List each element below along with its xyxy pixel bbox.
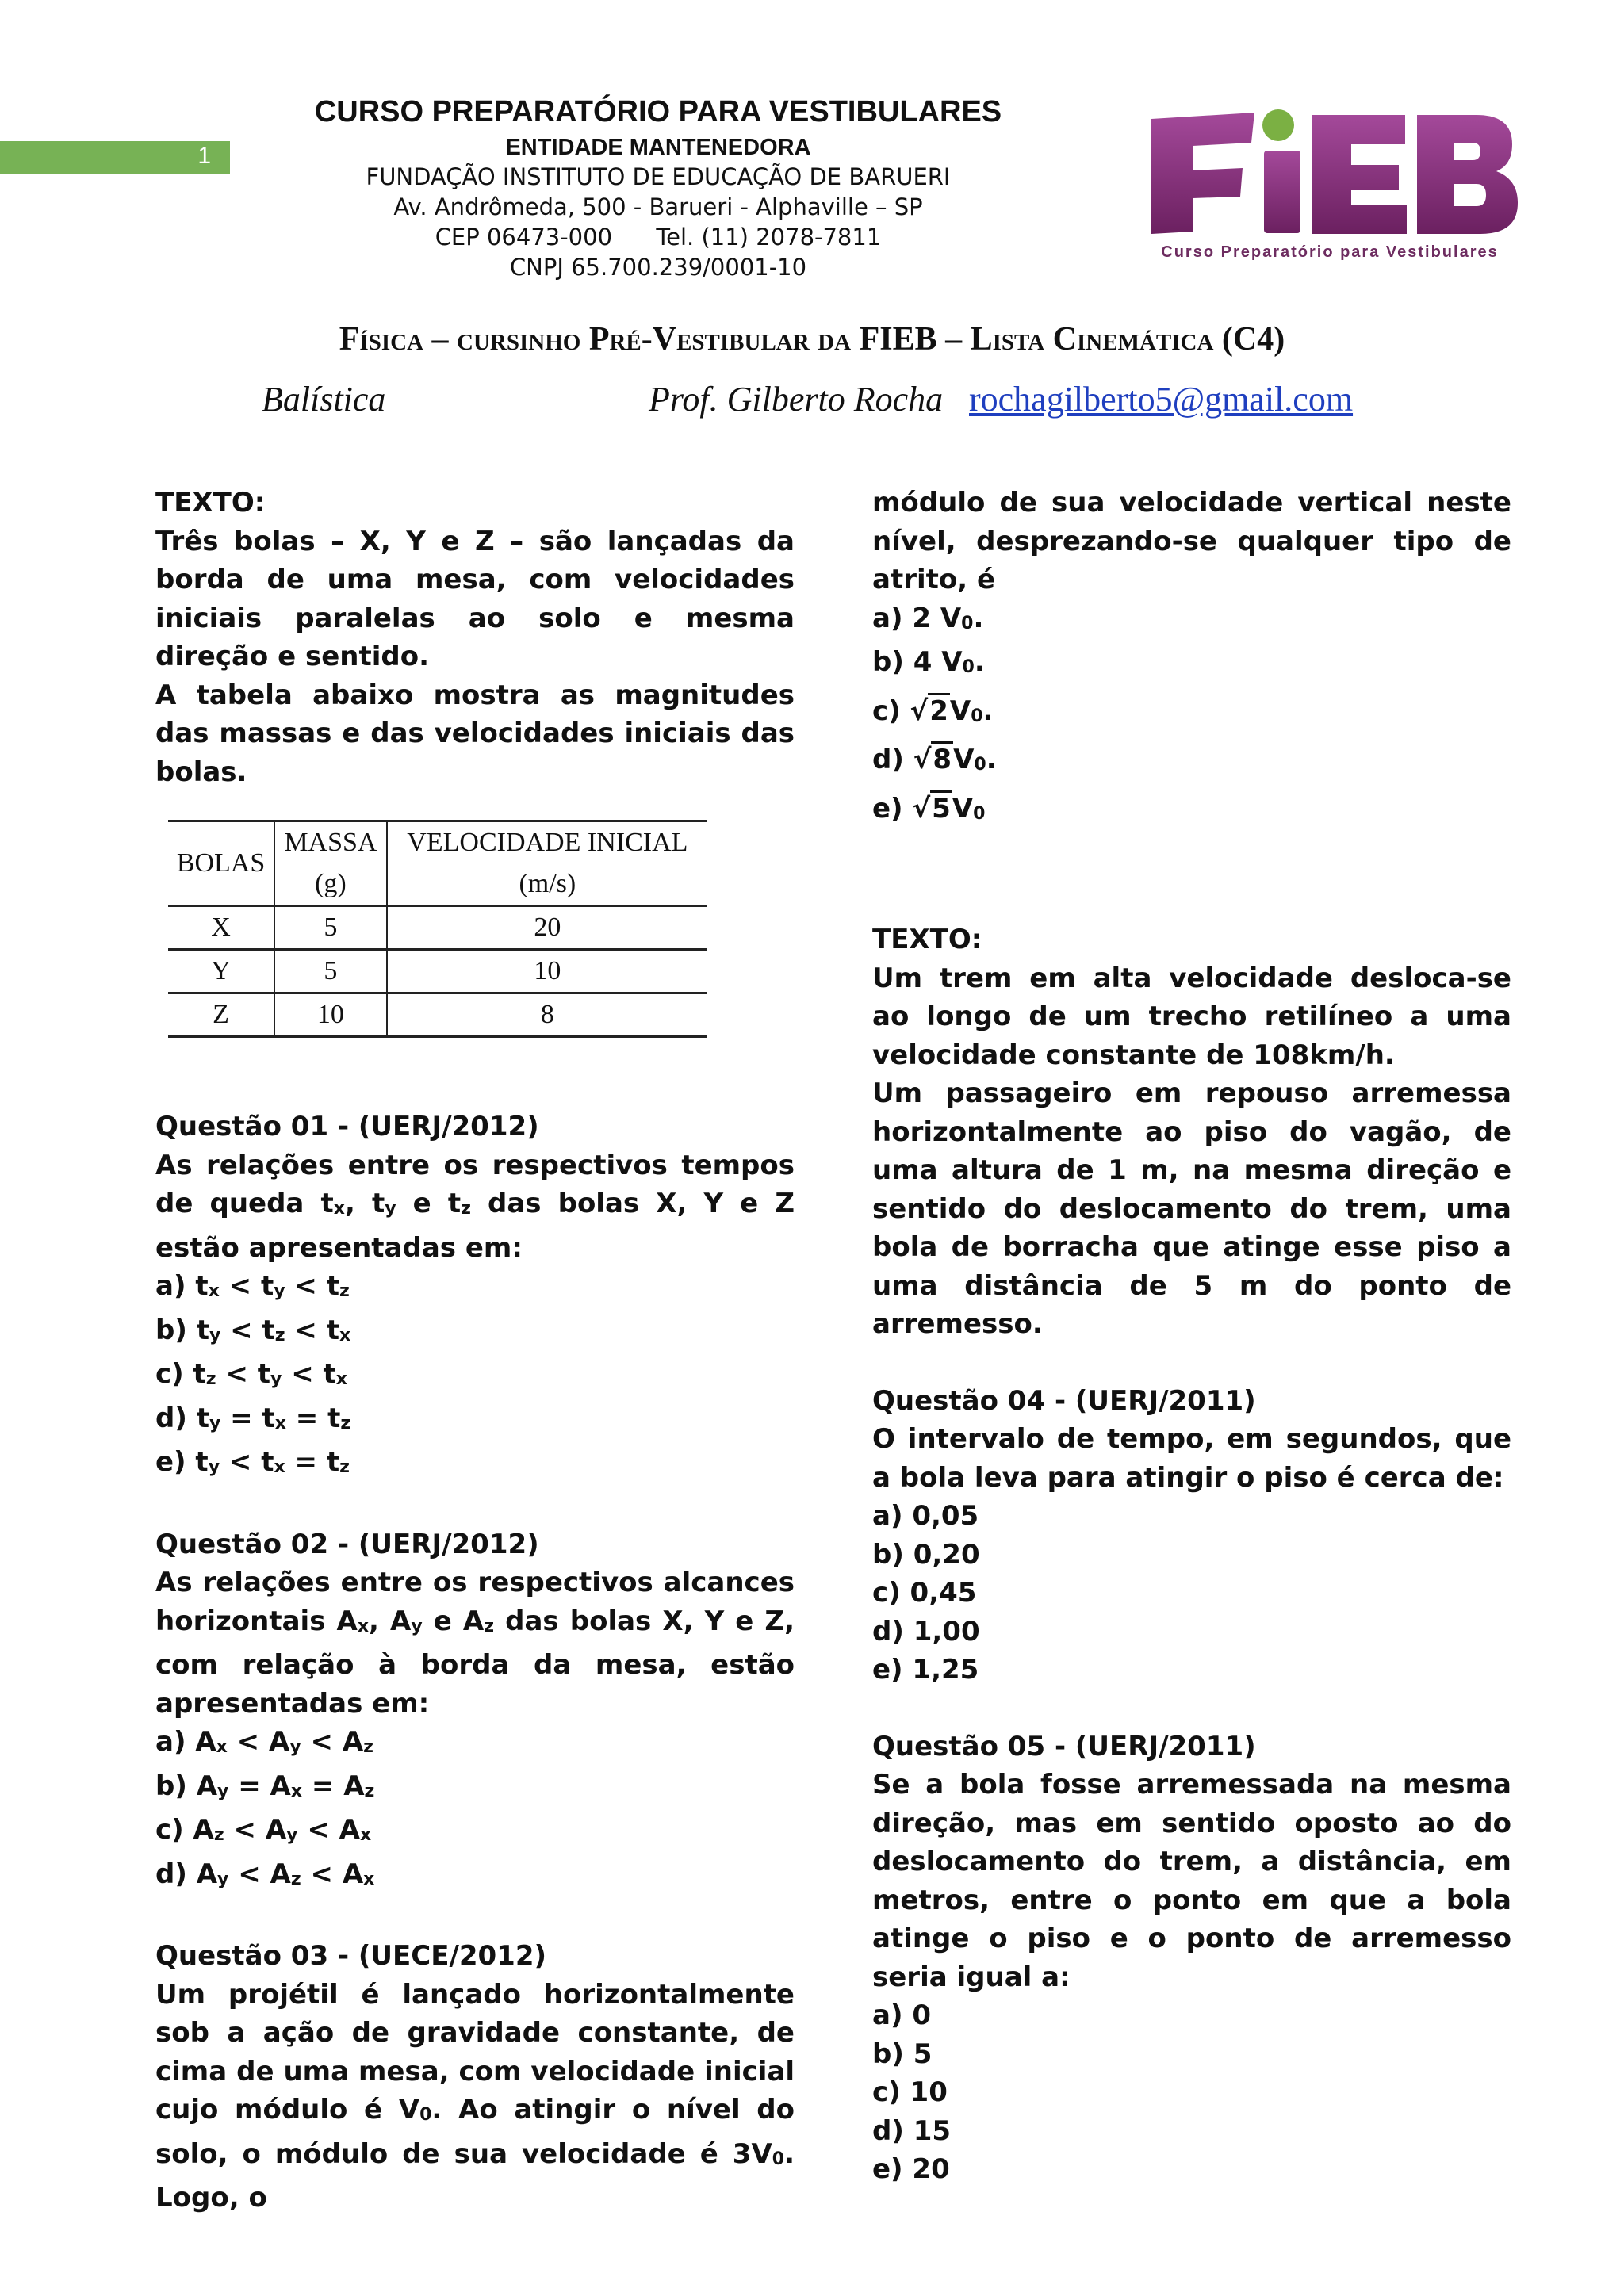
q4-option-e: e) 1,25 bbox=[872, 1654, 979, 1686]
q1-option-e: e) $t_y < t_x = t_z$ bbox=[155, 1446, 350, 1478]
table-header-mass-unit: (g) bbox=[274, 863, 387, 906]
balls-table bbox=[168, 820, 707, 1038]
professor-email-link[interactable]: rochagilberto5@gmail.com bbox=[969, 380, 1354, 419]
q3-option-a: a) 2 $V_0$. bbox=[872, 602, 984, 634]
text2-label: TEXTO: bbox=[872, 924, 982, 955]
right-column bbox=[872, 484, 1511, 2189]
table-cell-mass: 5 bbox=[274, 906, 387, 950]
table-cell-ball: X bbox=[168, 906, 274, 950]
q3-option-d: d) $√8V_0$. bbox=[872, 740, 1511, 785]
header-title: CURSO PREPARATÓRIO PARA VESTIBULARES bbox=[314, 95, 1002, 128]
page-number-bar bbox=[0, 141, 230, 174]
q2-option-a: a) $A_x < A_y < A_z$ bbox=[155, 1726, 373, 1758]
table-header-velocity-unit: (m/s) bbox=[387, 863, 707, 906]
table-row bbox=[168, 906, 707, 950]
q3-option-c: c) $√2V_0$. bbox=[872, 692, 1511, 737]
text1-paragraph-2: A tabela abaixo mostra as magnitudes das massas e das velocidades iniciais das bolas. bbox=[155, 679, 795, 788]
q1-stem: As relações entre os respectivos tempos de queda $t_x$, $t_y$ e $t_z$ das bolas X, Y e Z estão apresentadas em: bbox=[155, 1149, 795, 1264]
q1-heading: Questão 01 - (UERJ/2012) bbox=[155, 1111, 539, 1142]
q3-heading: Questão 03 - (UECE/2012) bbox=[155, 1940, 547, 1972]
text2-paragraph-2: Um passageiro em repouso arremessa horizontalmente ao piso do vagão, de uma altura de 1 m, na mesma direção e sentido do deslocamento do trem, uma bola de borracha que atinge esse piso a uma distância de 5 m do ponto de arremesso. bbox=[872, 1077, 1511, 1340]
table-cell-mass: 5 bbox=[274, 950, 387, 993]
course-title: Física – cursinho Pré-Vestibular da FIEB – Lista Cinemática (C4) bbox=[339, 321, 1285, 358]
header-cep-phone: CEP 06473-000 Tel. (11) 2078-7811 bbox=[435, 224, 882, 251]
table-cell-ball: Y bbox=[168, 950, 274, 993]
q3-option-e: e) $√5V_0$ bbox=[872, 790, 1511, 834]
table-cell-mass: 10 bbox=[274, 993, 387, 1037]
q4-option-c: c) 0,45 bbox=[872, 1577, 977, 1609]
q3-stem: Um projétil é lançado horizontalmente sob a ação de gravidade constante, de cima de uma mesa, com velocidade inicial cujo módulo é $V_0$. Ao atingir o nível do solo, o módulo de sua velocidade é $3V_0$. Logo, o bbox=[155, 1978, 795, 2214]
q5-option-a: a) 0 bbox=[872, 1999, 931, 2031]
q4-stem: O intervalo de tempo, em segundos, que a bola leva para atingir o piso é cerca de: bbox=[872, 1423, 1511, 1494]
table-cell-velocity: 8 bbox=[387, 993, 707, 1037]
q2-heading: Questão 02 - (UERJ/2012) bbox=[155, 1528, 539, 1560]
table-row bbox=[168, 950, 707, 993]
q5-option-b: b) 5 bbox=[872, 2038, 933, 2070]
table-cell-velocity: 20 bbox=[387, 906, 707, 950]
q4-heading: Questão 04 - (UERJ/2011) bbox=[872, 1384, 1256, 1417]
header-address: Av. Andrômeda, 500 - Barueri - Alphaville – SP bbox=[393, 193, 923, 220]
table-header-balls: BOLAS bbox=[168, 821, 274, 906]
header-foundation: FUNDAÇÃO INSTITUTO DE EDUCAÇÃO DE BARUERI bbox=[366, 163, 951, 190]
q1-option-a: a) $t_x < t_y < t_z$ bbox=[155, 1270, 350, 1302]
q4-option-a: a) 0,05 bbox=[872, 1500, 979, 1532]
q4-option-d: d) 1,00 bbox=[872, 1615, 980, 1647]
q4-option-b: b) 0,20 bbox=[872, 1538, 980, 1571]
q3-stem-continued: módulo de sua velocidade vertical neste nível, desprezando-se qualquer tipo de atrito, é bbox=[872, 487, 1511, 595]
page-number: 1 bbox=[197, 143, 211, 169]
q5-stem: Se a bola fosse arremessada na mesma direção, mas em sentido oposto ao do deslocamento do trem, a distância, em metros, entre o ponto em que a bola atinge o piso e o ponto de arremesso seria igual a: bbox=[872, 1769, 1511, 1993]
header-entity: ENTIDADE MANTENEDORA bbox=[505, 135, 811, 160]
q5-option-c: c) 10 bbox=[872, 2076, 948, 2108]
professor-name: Prof. Gilberto Rocha bbox=[649, 380, 944, 419]
q1-option-b: b) $t_y < t_z < t_x$ bbox=[155, 1314, 351, 1346]
text1-label: TEXTO: bbox=[155, 487, 266, 519]
q1-option-c: c) $t_z < t_y < t_x$ bbox=[155, 1358, 347, 1390]
topic-label: Balística bbox=[262, 380, 386, 419]
q3-option-b: b) 4 $V_0$. bbox=[872, 646, 985, 678]
q2-option-c: c) $A_z < A_y < A_x$ bbox=[155, 1814, 372, 1846]
text1-paragraph-1: Três bolas – X, Y e Z – são lançadas da borda de uma mesa, com velocidades iniciais paralelas ao solo e mesma direção e sentido. bbox=[155, 525, 795, 672]
q2-option-b: b) $A_y = A_x = A_z$ bbox=[155, 1770, 375, 1802]
left-column bbox=[155, 484, 795, 2218]
q2-stem: As relações entre os respectivos alcances horizontais $A_x$, $A_y$ e $A_z$ das bolas X, Y e Z, com relação à borda da mesa, estão apresentadas em: bbox=[155, 1567, 795, 1720]
table-row bbox=[168, 993, 707, 1037]
q5-option-e: e) 20 bbox=[872, 2153, 950, 2185]
table-header-velocity: VELOCIDADE INICIAL bbox=[387, 821, 707, 864]
text2-paragraph-1: Um trem em alta velocidade desloca-se ao longo de um trecho retilíneo a uma velocidade constante de 108km/h. bbox=[872, 962, 1511, 1071]
logo-tagline: Curso Preparatório para Vestibulares bbox=[1161, 243, 1499, 261]
q5-option-d: d) 15 bbox=[872, 2114, 952, 2147]
header-cnpj: CNPJ 65.700.239/0001-10 bbox=[509, 254, 807, 281]
q5-heading: Questão 05 - (UERJ/2011) bbox=[872, 1730, 1256, 1762]
q1-option-d: d) $t_y = t_x = t_z$ bbox=[155, 1402, 351, 1434]
table-header-mass: MASSA bbox=[274, 821, 387, 864]
table-cell-velocity: 10 bbox=[387, 950, 707, 993]
q2-option-d: d) $A_y < A_z < A_x$ bbox=[155, 1858, 375, 1890]
table-cell-ball: Z bbox=[168, 993, 274, 1037]
